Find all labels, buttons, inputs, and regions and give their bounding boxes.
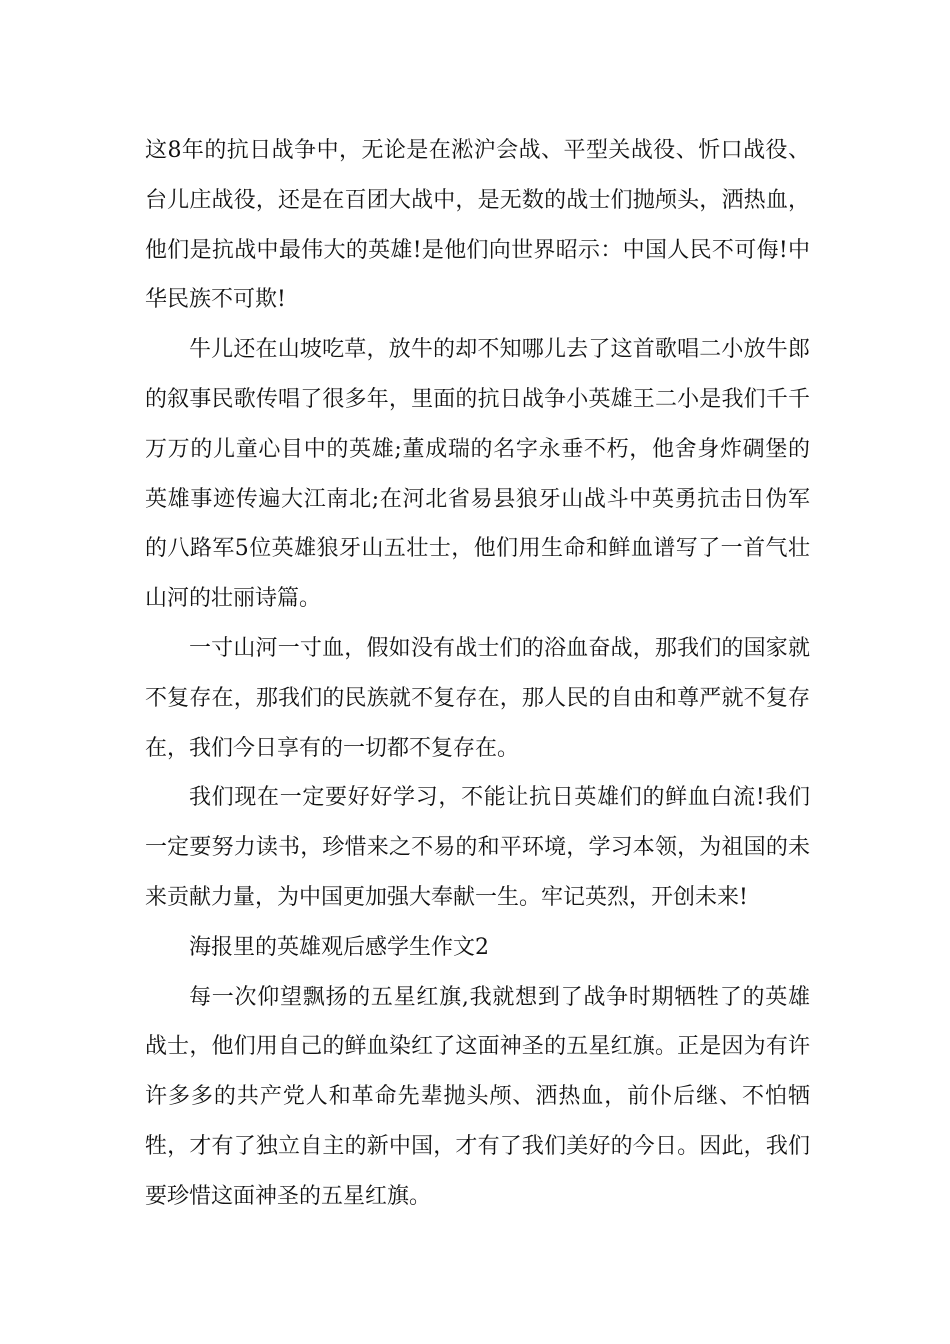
paragraph-mountains-and-blood: 一寸山河一寸血，假如没有战士们的浴血奋战，那我们的国家就不复存在，那我们的民族就不复存在，那人民的自由和尊严就不复存在，我们今日享有的一切都不复存在。 (145, 635, 810, 761)
paragraph-red-flag: 每一次仰望飘扬的五星红旗,我就想到了战争时期牺牲了的英雄战士，他们用自己的鲜血染红了这面神圣的五星红旗。正是因为有许许多多的共产党人和革命先辈抛头颅、洒热血，前仆后继、不怕牺牲，才有了独立自主的新中国，才有了我们美好的今日。因此，我们要珍惜这面神圣的五星红旗。 (145, 984, 810, 1209)
section-heading: 海报里的英雄观后感学生作文2 (189, 934, 489, 960)
paragraph-anti-japanese-war: 这8年的抗日战争中，无论是在淞沪会战、平型关战役、忻口战役、台儿庄战役，还是在百团大战中，是无数的战士们抛颅头，洒热血，他们是抗战中最伟大的英雄!是他们向世界昭示：中国人民不可侮!中华民族不可欺! (145, 138, 810, 313)
document-body (145, 126, 810, 1222)
paragraph-little-heroes: 牛儿还在山坡吃草，放牛的却不知哪儿去了这首歌唱二小放牛郎的叙事民歌传唱了很多年，里面的抗日战争小英雄王二小是我们千千万万的儿童心目中的英雄;董成瑞的名字永垂不朽，他舍身炸碉堡的英雄事迹传遍大江南北;在河北省易县狼牙山战斗中英勇抗击日伪军的八路军5位英雄狼牙山五壮士，他们用生命和鲜血谱写了一首气壮山河的壮丽诗篇。 (145, 337, 810, 612)
paragraph-study-hard: 我们现在一定要好好学习，不能让抗日英雄们的鲜血白流!我们一定要努力读书，珍惜来之不易的和平环境，学习本领，为祖国的未来贡献力量，为中国更加强大奉献一生。牢记英烈，开创未来! (145, 785, 810, 910)
